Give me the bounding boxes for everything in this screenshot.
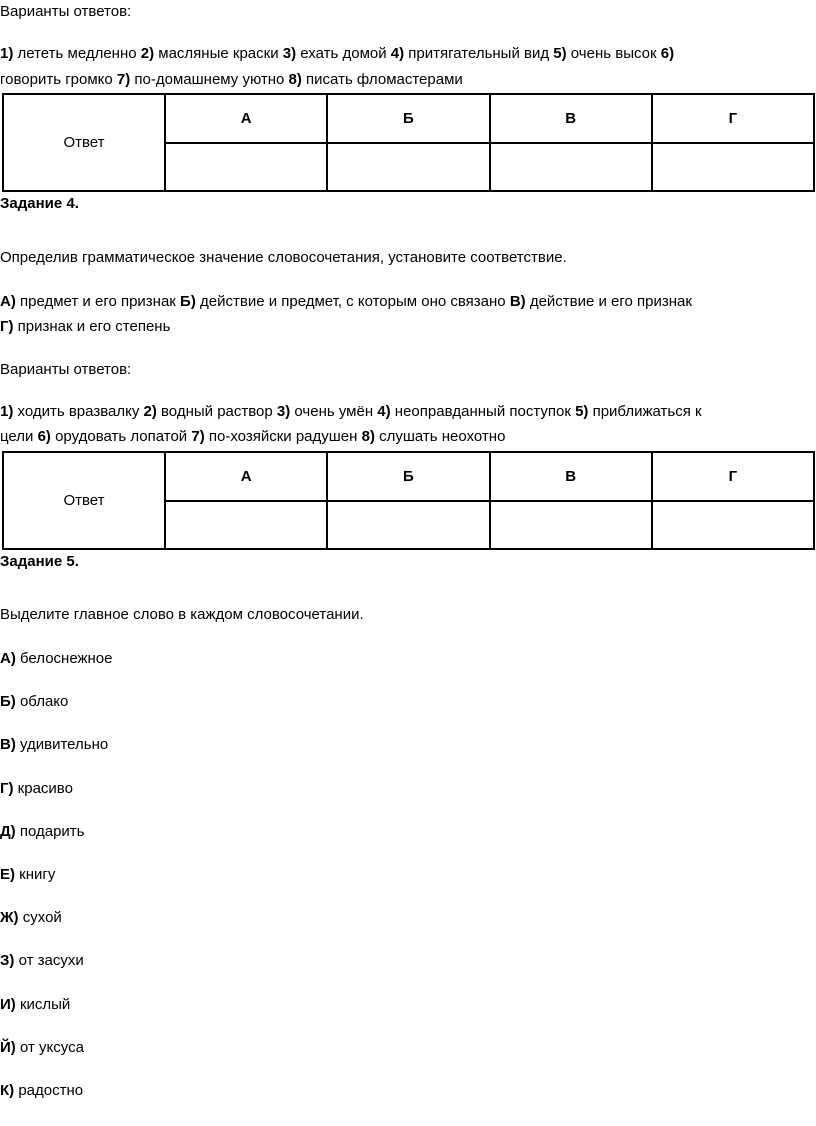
item-text: облако (19, 693, 69, 711)
list-item (0, 779, 73, 799)
item-text: действие и предмет, с которым оно связано (200, 293, 506, 310)
task-heading: Задание 4. (0, 195, 79, 212)
item-number: 1) (0, 403, 14, 420)
item-text: сухой (22, 909, 62, 927)
list-item (0, 995, 70, 1015)
item-text: действие и его признак (529, 293, 692, 310)
list-item (0, 822, 85, 842)
item-number: Г) (0, 318, 14, 335)
item-text: приближаться к (588, 403, 702, 420)
list-item (0, 692, 68, 712)
list-item (0, 865, 55, 885)
item-text: цели (0, 428, 34, 445)
list-item (0, 735, 108, 755)
options-line (0, 44, 674, 64)
task-heading: Задание 5. (0, 553, 79, 570)
answer-cell[interactable] (165, 501, 327, 549)
item-letter: Г) (0, 779, 14, 797)
item-text: водный раствор (156, 403, 273, 420)
column-header: Г (652, 94, 814, 143)
column-header: А (165, 452, 327, 501)
list-item (0, 1038, 84, 1058)
item-text: предмет и его признак (20, 293, 176, 310)
item-number: Б) (180, 293, 196, 310)
task-instruction: Выделите главное слово в каждом словосочетании. (0, 606, 364, 623)
item-text: очень умён (290, 403, 374, 420)
item-text: слушать неохотно (374, 428, 506, 445)
item-text: белоснежное (20, 650, 113, 667)
item-number: 4) (377, 403, 391, 420)
item-text: от уксуса (19, 1038, 84, 1056)
item-number: В) (509, 293, 526, 310)
item-text: удивительно (20, 736, 109, 754)
item-number: 3) (276, 403, 291, 420)
options-title: Варианты ответов: (0, 361, 132, 378)
item-number: 2) (143, 403, 157, 420)
answer-cell[interactable] (327, 143, 489, 191)
item-letter: И) (0, 995, 16, 1013)
item-number: 6) (37, 428, 51, 445)
task-instruction: Определив грамматическое значение словосочетания, установите соответствие. (0, 249, 567, 266)
meanings-line (0, 317, 170, 337)
item-number: 8) (361, 428, 375, 445)
options-line (0, 427, 505, 447)
item-number: 4) (390, 45, 405, 62)
list-item (0, 649, 113, 669)
column-header: В (490, 94, 652, 143)
item-text: писать фломастерами (301, 71, 463, 88)
item-text: признак и его степень (17, 318, 171, 335)
item-text: лететь медленно (13, 45, 137, 62)
column-header: В (490, 452, 652, 501)
item-text: радостно (18, 1082, 84, 1099)
item-letter: А) (0, 650, 16, 667)
item-number: 5) (553, 45, 567, 62)
item-text: очень высок (566, 45, 657, 62)
options-line (0, 402, 702, 422)
item-letter: К) (0, 1082, 15, 1099)
item-text: ходить вразвалку (13, 403, 140, 420)
answer-cell[interactable] (327, 501, 489, 549)
answer-label: Ответ (3, 452, 165, 549)
item-letter: Д) (0, 822, 16, 840)
answer-label: Ответ (3, 94, 165, 191)
item-letter: В) (0, 736, 16, 754)
item-number: 2) (140, 45, 155, 62)
item-letter: Б) (0, 693, 16, 711)
item-number: 3) (282, 45, 297, 62)
item-number: 1) (0, 45, 14, 62)
list-item (0, 908, 62, 928)
list-item (0, 951, 84, 971)
item-text: ехать домой (296, 45, 387, 62)
item-text: говорить громко (0, 71, 113, 88)
answer-table (2, 451, 815, 550)
meanings-line (0, 292, 692, 312)
item-letter: Й) (0, 1038, 16, 1056)
column-header: Б (327, 452, 489, 501)
item-number: 5) (575, 403, 589, 420)
item-text: притягательный вид (404, 45, 550, 62)
item-letter: Е) (0, 866, 15, 883)
answer-cell[interactable] (165, 143, 327, 191)
list-item (0, 1081, 83, 1101)
item-text: от засухи (18, 952, 84, 970)
column-header: Б (327, 94, 489, 143)
answer-table (2, 93, 815, 192)
item-number: 8) (288, 71, 302, 88)
answer-cell[interactable] (652, 143, 814, 191)
item-letter: Ж) (0, 909, 19, 927)
item-text: красиво (17, 779, 73, 797)
answer-cell[interactable] (652, 501, 814, 549)
answer-cell[interactable] (490, 143, 652, 191)
item-number: 7) (191, 428, 205, 445)
item-text: неоправданный поступок (390, 403, 571, 420)
item-text: по-хозяйски радушен (204, 428, 358, 445)
item-text: книгу (19, 866, 56, 883)
item-letter: З) (0, 952, 15, 970)
item-text: по-домашнему уютно (130, 71, 285, 88)
answer-cell[interactable] (490, 501, 652, 549)
item-text: подарить (19, 822, 85, 840)
item-text: масляные краски (154, 45, 279, 62)
item-number: А) (0, 293, 16, 310)
options-line (0, 70, 463, 90)
item-text: кислый (19, 995, 71, 1013)
item-number: 7) (116, 71, 131, 88)
options-title: Варианты ответов: (0, 3, 132, 20)
item-number: 6) (660, 45, 675, 62)
column-header: А (165, 94, 327, 143)
column-header: Г (652, 452, 814, 501)
item-text: орудовать лопатой (50, 428, 188, 445)
